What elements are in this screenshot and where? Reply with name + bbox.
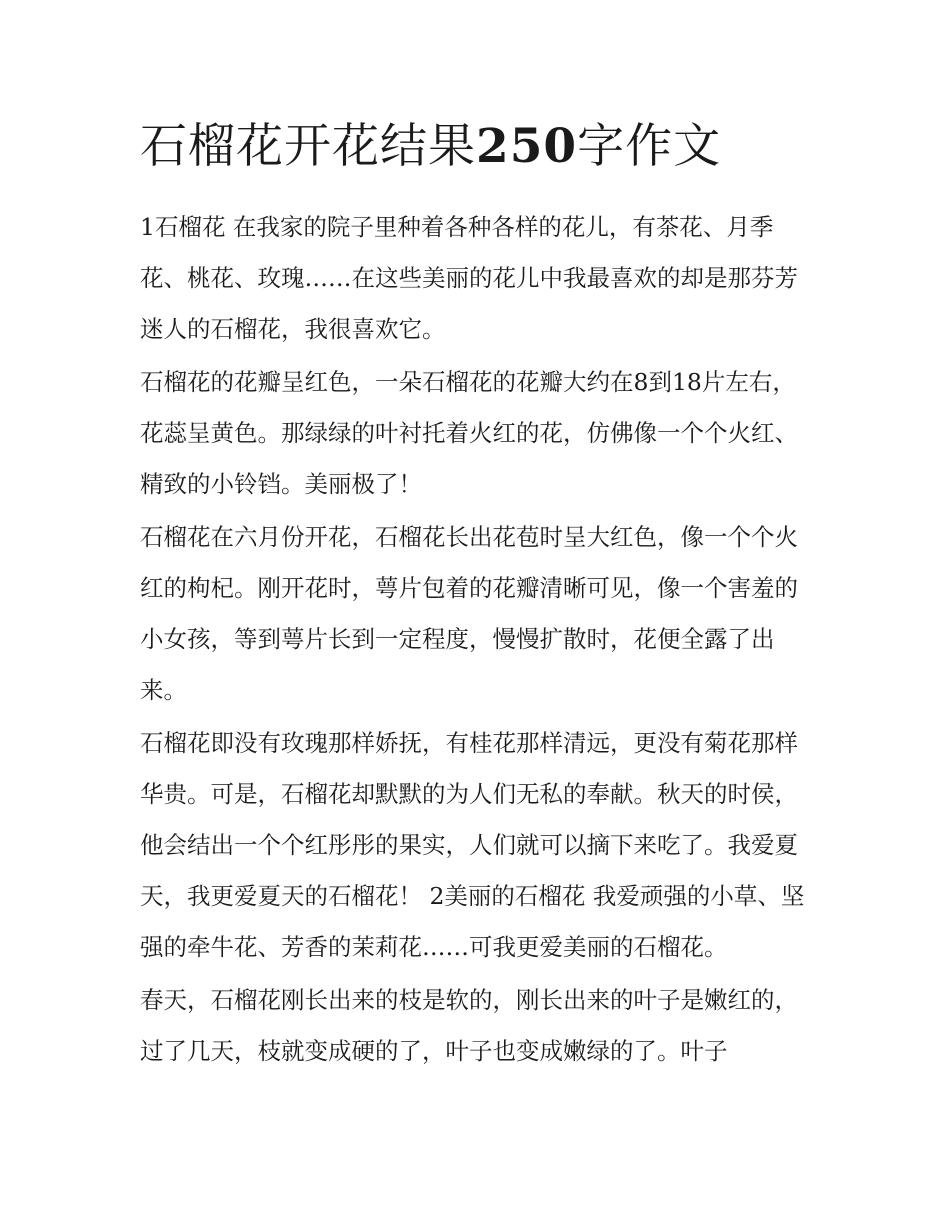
title-text-end: 字作文: [577, 119, 722, 174]
title-text-start: 石榴花开花结果: [140, 119, 476, 174]
document-page: [140, 112, 815, 1079]
paragraph-2: 石榴花的花瓣呈红色，一朵石榴花的花瓣大约在8到18片左右，花蕊呈黄色。那绿绿的叶衬托着火红的花，仿佛像一个个火红、精致的小铃铛。美丽极了！: [140, 368, 798, 498]
paragraph-1: 1石榴花 在我家的院子里种着各种各样的花儿，有茶花、月季花、桃花、玫瑰……在这些美丽的花儿中我最喜欢的却是那芬芳迷人的石榴花，我很喜欢它。: [140, 213, 798, 343]
paragraph-3: 石榴花在六月份开花，石榴花长出花苞时呈大红色，像一个个火红的枸杞。刚开花时，萼片包着的花瓣清晰可见，像一个害羞的小女孩，等到萼片长到一定程度，慢慢扩散时，花便全露了出来。: [140, 523, 798, 704]
paragraph-5: 春天，石榴花刚长出来的枝是软的，刚长出来的叶子是嫩红的，过了几天，枝就变成硬的了，叶子也变成嫩绿的了。叶子: [140, 986, 798, 1065]
document-title: [140, 112, 815, 182]
paragraph-4: 石榴花即没有玫瑰那样娇抚，有桂花那样清远，更没有菊花那样华贵。可是，石榴花却默默的为人们无私的奉献。秋天的时侯，他会结出一个个红彤彤的果实，人们就可以摘下来吃了。我爱夏天，我更爱夏天的石榴花！ 2美丽的石榴花 我爱顽强的小草、坚强的牵牛花、芳香的茉莉花……可我更爱美丽的石榴花。: [140, 729, 805, 961]
title-number: 250: [476, 119, 578, 174]
